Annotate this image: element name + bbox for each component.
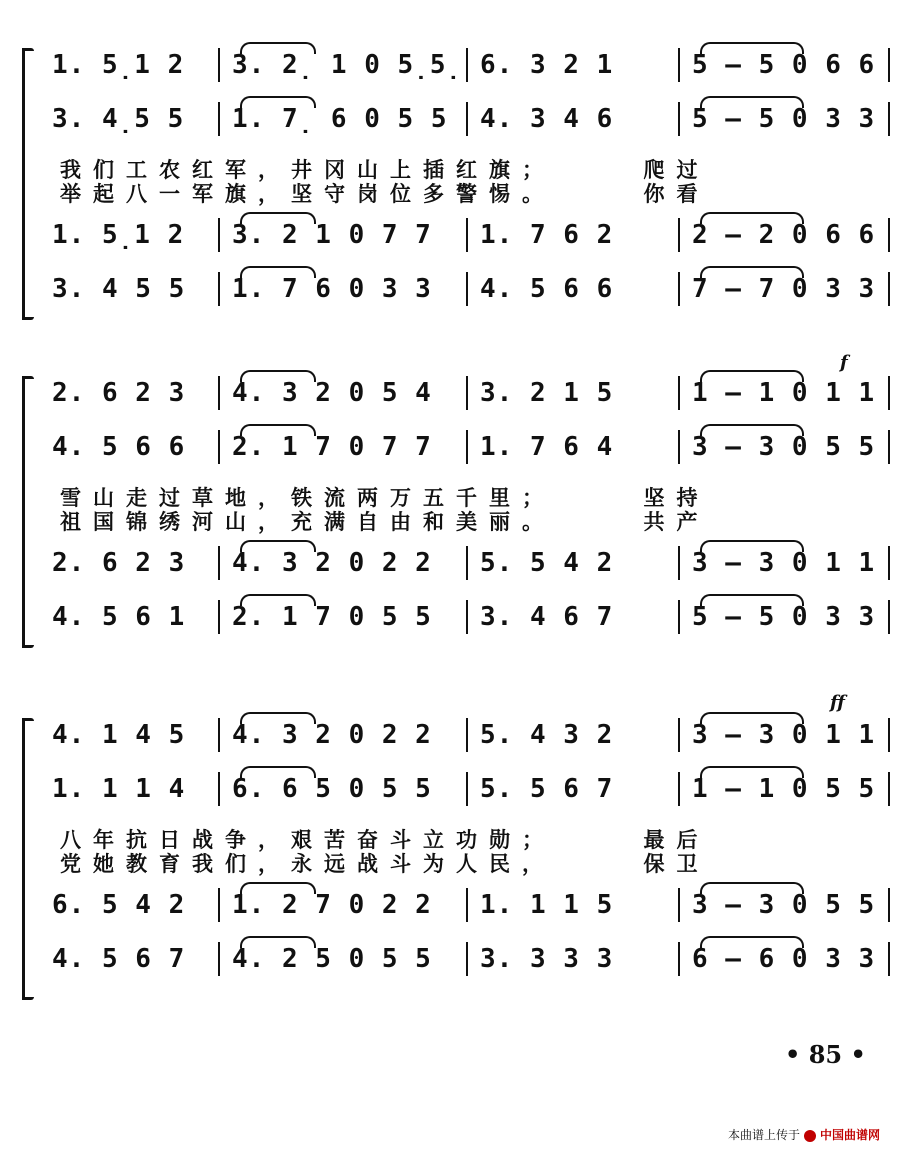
lyric-line: 雪山走过草地，铁流两万五千里； 坚持 xyxy=(60,485,710,510)
measure-notes: 4. 3 2 0 2 2 xyxy=(232,720,432,750)
upload-footer xyxy=(728,1126,880,1143)
barline xyxy=(678,600,680,634)
measure-notes: 2. 1 7 0 5 5 xyxy=(232,602,432,632)
barline xyxy=(678,272,680,306)
barline xyxy=(218,942,220,976)
tie-mark xyxy=(700,882,804,894)
measure-notes: 5. 4 3 2 xyxy=(480,720,614,750)
barline xyxy=(466,888,468,922)
measure-notes: 1. 1 1 4 xyxy=(52,774,186,804)
barline xyxy=(888,272,890,306)
barline xyxy=(218,600,220,634)
measure-notes: 1. 7̣ 6 0 5 5 xyxy=(232,104,448,134)
barline xyxy=(888,48,890,82)
measure xyxy=(40,376,220,410)
slur-mark xyxy=(240,424,316,436)
measure xyxy=(468,942,680,976)
measure xyxy=(40,888,220,922)
site-logo-icon xyxy=(804,1130,816,1142)
measure-notes: 4. 5 6 6 xyxy=(52,432,186,462)
barline xyxy=(888,772,890,806)
barline xyxy=(678,546,680,580)
measure-notes: 2. 1 7 0 7 7 xyxy=(232,432,432,462)
measure-notes: 1. 5̣1 2 xyxy=(52,50,185,80)
barline xyxy=(678,718,680,752)
measure-notes: 6. 5 4 2 xyxy=(52,890,186,920)
measure-notes: 5. 5 4 2 xyxy=(480,548,614,578)
measure xyxy=(468,218,680,252)
barline xyxy=(218,272,220,306)
barline xyxy=(678,102,680,136)
measure-notes: 4. 3 2 0 2 2 xyxy=(232,548,432,578)
barline xyxy=(888,546,890,580)
barline xyxy=(888,888,890,922)
barline xyxy=(218,48,220,82)
barline xyxy=(218,102,220,136)
measure xyxy=(468,888,680,922)
measure xyxy=(468,772,680,806)
barline xyxy=(466,772,468,806)
barline xyxy=(678,772,680,806)
measure-notes: 3. 2 1 5 xyxy=(480,378,614,408)
measure-notes: 3. 4̣5 5 xyxy=(52,104,185,134)
measure-notes: 5 — 5 0 3 3 xyxy=(692,602,876,632)
barline xyxy=(218,218,220,252)
slur-mark xyxy=(240,212,316,224)
tie-mark xyxy=(700,266,804,278)
measure-notes: 3. 3 3 3 xyxy=(480,944,614,974)
measure xyxy=(40,272,220,306)
measure xyxy=(40,942,220,976)
measure-notes: 3 — 3 0 5 5 xyxy=(692,890,876,920)
measure xyxy=(468,102,680,136)
slur-mark xyxy=(240,266,316,278)
notation-row xyxy=(0,376,920,410)
measure-notes: 2 — 2 0 6 6 xyxy=(692,220,876,250)
notation-row xyxy=(0,102,920,136)
measure-notes: 1. 5̣1 2 xyxy=(52,220,185,250)
barline xyxy=(218,888,220,922)
notation-row xyxy=(0,546,920,580)
footer-brand: 中国曲谱网 xyxy=(820,1128,881,1142)
measure-notes: 1. 7 6 4 xyxy=(480,432,614,462)
lyric-line: 党她教育我们，永远战斗为人民， 保卫 xyxy=(60,851,710,876)
barline xyxy=(678,48,680,82)
measure-notes: 2. 6 2 3 xyxy=(52,378,186,408)
barline xyxy=(466,942,468,976)
notation-row xyxy=(0,218,920,252)
measure xyxy=(468,48,680,82)
measure-notes: 1. 7 6 0 3 3 xyxy=(232,274,432,304)
barline xyxy=(888,600,890,634)
barline xyxy=(466,102,468,136)
dynamic-marking: f xyxy=(840,352,848,373)
measure-notes: 3 — 3 0 1 1 xyxy=(692,720,876,750)
measure-notes: 1. 1 1 5 xyxy=(480,890,614,920)
barline xyxy=(466,718,468,752)
slur-mark xyxy=(240,370,316,382)
tie-mark xyxy=(700,712,804,724)
tie-mark xyxy=(700,594,804,606)
barline xyxy=(218,718,220,752)
tie-mark xyxy=(700,212,804,224)
measure-notes: 3 — 3 0 5 5 xyxy=(692,432,876,462)
barline xyxy=(678,942,680,976)
slur-mark xyxy=(240,936,316,948)
barline xyxy=(678,376,680,410)
notation-row xyxy=(0,272,920,306)
measure-notes: 4. 5 6 1 xyxy=(52,602,186,632)
notation-row xyxy=(0,48,920,82)
measure-notes: 4. 5 6 7 xyxy=(52,944,186,974)
barline xyxy=(888,376,890,410)
measure xyxy=(40,218,220,252)
barline xyxy=(678,218,680,252)
lyric-line: 我们工农红军，井冈山上插红旗； 爬过 xyxy=(60,157,710,182)
measure-notes: 3. 4 6 7 xyxy=(480,602,614,632)
measure-notes: 6 — 6 0 3 3 xyxy=(692,944,876,974)
measure-notes: 5 — 5 0 3 3 xyxy=(692,104,876,134)
measure-notes: 4. 2 5 0 5 5 xyxy=(232,944,432,974)
barline xyxy=(466,272,468,306)
tie-mark xyxy=(700,936,804,948)
page-number: • 85 • xyxy=(785,1040,866,1069)
notation-row xyxy=(0,772,920,806)
measure-notes: 1. 2 7 0 2 2 xyxy=(232,890,432,920)
notation-row xyxy=(0,718,920,752)
tie-mark xyxy=(700,42,804,54)
barline xyxy=(888,718,890,752)
measure-notes: 7 — 7 0 3 3 xyxy=(692,274,876,304)
slur-mark xyxy=(240,712,316,724)
barline xyxy=(678,430,680,464)
tie-mark xyxy=(700,96,804,108)
measure-notes: 4. 3 4 6 xyxy=(480,104,614,134)
measure-notes: 1 — 1 0 1 1 xyxy=(692,378,876,408)
measure xyxy=(468,600,680,634)
measure-notes: 6. 6 5 0 5 5 xyxy=(232,774,432,804)
notation-row xyxy=(0,430,920,464)
slur-mark xyxy=(240,766,316,778)
measure-notes: 4. 3 2 0 5 4 xyxy=(232,378,432,408)
barline xyxy=(218,772,220,806)
measure-notes: 5 — 5 0 6 6 xyxy=(692,50,876,80)
barline xyxy=(888,218,890,252)
measure xyxy=(468,718,680,752)
barline xyxy=(218,376,220,410)
measure xyxy=(40,102,220,136)
measure-notes: 6. 3 2 1 xyxy=(480,50,614,80)
footer-prefix: 本曲谱上传于 xyxy=(728,1128,801,1142)
measure xyxy=(468,430,680,464)
notation-row xyxy=(0,942,920,976)
barline xyxy=(218,546,220,580)
barline xyxy=(466,376,468,410)
measure-notes: 1 — 1 0 5 5 xyxy=(692,774,876,804)
measure-notes: 3. 4 5 5 xyxy=(52,274,186,304)
barline xyxy=(466,600,468,634)
lyric-line: 八年抗日战争，艰苦奋斗立功勋； 最后 xyxy=(60,827,710,852)
measure xyxy=(468,546,680,580)
measure xyxy=(40,48,220,82)
measure xyxy=(40,600,220,634)
slur-mark xyxy=(240,42,316,54)
measure-notes: 4. 1 4 5 xyxy=(52,720,186,750)
slur-mark xyxy=(240,882,316,894)
measure-notes: 1. 7 6 2 xyxy=(480,220,614,250)
tie-mark xyxy=(700,540,804,552)
slur-mark xyxy=(240,540,316,552)
measure-notes: 2. 6 2 3 xyxy=(52,548,186,578)
tie-mark xyxy=(700,424,804,436)
measure xyxy=(468,272,680,306)
measure-notes: 3. 2̣ 1 0 5̣5̣ xyxy=(232,50,463,80)
measure-notes: 4. 5 6 6 xyxy=(480,274,614,304)
barline xyxy=(466,430,468,464)
measure-notes: 3. 2 1 0 7 7 xyxy=(232,220,432,250)
measure xyxy=(40,772,220,806)
measure-notes: 5. 5 6 7 xyxy=(480,774,614,804)
notation-row xyxy=(0,888,920,922)
lyric-line: 举起八一军旗，坚守岗位多警惕。 你看 xyxy=(60,181,710,206)
barline xyxy=(888,102,890,136)
barline xyxy=(466,48,468,82)
notation-row xyxy=(0,600,920,634)
slur-mark xyxy=(240,594,316,606)
barline xyxy=(466,218,468,252)
barline xyxy=(888,430,890,464)
tie-mark xyxy=(700,766,804,778)
measure xyxy=(40,546,220,580)
slur-mark xyxy=(240,96,316,108)
dynamic-marking: ff xyxy=(830,692,845,713)
measure xyxy=(40,718,220,752)
barline xyxy=(218,430,220,464)
measure-notes: 3 — 3 0 1 1 xyxy=(692,548,876,578)
barline xyxy=(678,888,680,922)
barline xyxy=(888,942,890,976)
lyric-line: 祖国锦绣河山，充满自由和美丽。 共产 xyxy=(60,509,710,534)
measure xyxy=(40,430,220,464)
barline xyxy=(466,546,468,580)
tie-mark xyxy=(700,370,804,382)
measure xyxy=(468,376,680,410)
